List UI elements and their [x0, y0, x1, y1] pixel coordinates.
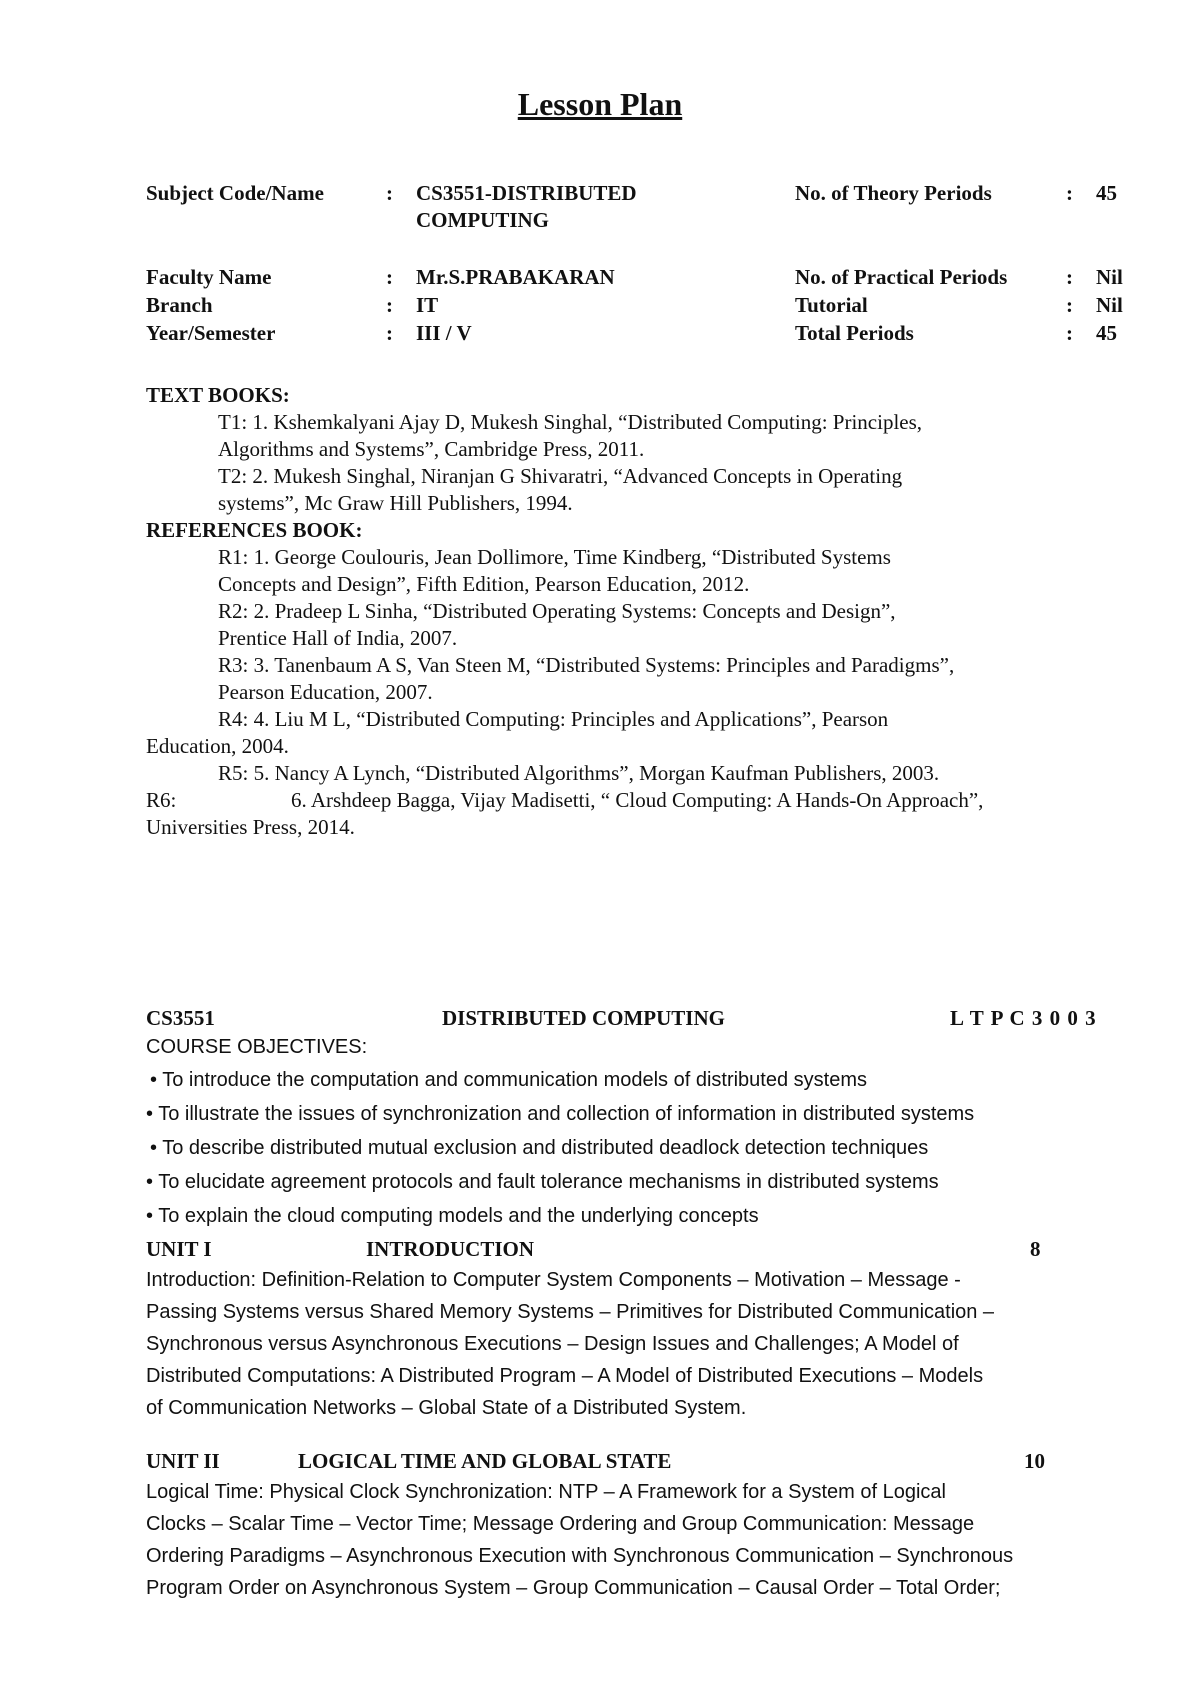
- practical-periods-value: Nil: [1096, 265, 1123, 289]
- textbook-t1-line2: Algorithms and Systems”, Cambridge Press, 2011.: [218, 437, 645, 461]
- unit-2-hours: 10: [1024, 1449, 1045, 1473]
- reference-r1-line1: R1: 1. George Coulouris, Jean Dollimore, Time Kindberg, “Distributed Systems: [218, 545, 891, 569]
- objective-item: • To explain the cloud computing models and the underlying concepts: [146, 1205, 759, 1227]
- year-semester-label: Year/Semester: [146, 321, 276, 345]
- unit-1-title: INTRODUCTION: [366, 1237, 535, 1261]
- faculty-label: Faculty Name: [146, 265, 272, 289]
- unit-2-title: LOGICAL TIME AND GLOBAL STATE: [298, 1449, 672, 1473]
- theory-periods-colon: :: [1066, 181, 1073, 205]
- textbook-t2-line1: T2: 2. Mukesh Singhal, Niranjan G Shivaratri, “Advanced Concepts in Operating: [218, 464, 903, 488]
- textbooks-heading: TEXT BOOKS:: [146, 383, 290, 407]
- unit-2-label: UNIT II: [146, 1449, 220, 1473]
- objective-item: • To elucidate agreement protocols and fault tolerance mechanisms in distributed systems: [146, 1171, 939, 1193]
- textbook-t1-line1: T1: 1. Kshemkalyani Ajay D, Mukesh Singhal, “Distributed Computing: Principles,: [218, 410, 923, 434]
- practical-periods-colon: :: [1066, 265, 1073, 289]
- reference-r4-line1: R4: 4. Liu M L, “Distributed Computing: Principles and Applications”, Pearson: [218, 707, 889, 731]
- tutorial-colon: :: [1066, 293, 1073, 317]
- total-periods-label: Total Periods: [795, 321, 914, 345]
- practical-periods-label: No. of Practical Periods: [795, 265, 1008, 289]
- unit-1-text-line: Synchronous versus Asynchronous Executions – Design Issues and Challenges; A Model of: [146, 1333, 959, 1355]
- unit-2-text-line: Ordering Paradigms – Asynchronous Execution with Synchronous Communication – Synchronous: [146, 1545, 1014, 1567]
- reference-r3-line1: R3: 3. Tanenbaum A S, Van Steen M, “Distributed Systems: Principles and Paradigms”,: [218, 653, 955, 677]
- objective-item: • To describe distributed mutual exclusion and distributed deadlock detection techniques: [150, 1137, 929, 1159]
- objective-item: • To illustrate the issues of synchronization and collection of information in distributed systems: [146, 1103, 975, 1125]
- reference-r6-line2: Universities Press, 2014.: [146, 815, 355, 839]
- unit-2-text-line: Program Order on Asynchronous System – Group Communication – Causal Order – Total Order;: [146, 1577, 1001, 1599]
- reference-r2-line2: Prentice Hall of India, 2007.: [218, 626, 458, 650]
- unit-1-text-line: Distributed Computations: A Distributed Program – A Model of Distributed Executions – Models: [146, 1365, 984, 1387]
- subject-label: Subject Code/Name: [146, 181, 324, 205]
- branch-value: IT: [416, 293, 439, 317]
- unit-1-text-line: Passing Systems versus Shared Memory Systems – Primitives for Distributed Communication –: [146, 1301, 995, 1323]
- reference-r1-line2: Concepts and Design”, Fifth Edition, Pearson Education, 2012.: [218, 572, 750, 596]
- total-periods-colon: :: [1066, 321, 1073, 345]
- faculty-colon: :: [386, 265, 393, 289]
- unit-1-text-line: Introduction: Definition-Relation to Computer System Components – Motivation – Message -: [146, 1269, 961, 1291]
- subject-value-line2: COMPUTING: [416, 208, 549, 232]
- objective-item: • To introduce the computation and communication models of distributed systems: [150, 1069, 868, 1091]
- reference-r6-line1: 6. Arshdeep Bagga, Vijay Madisetti, “ Cloud Computing: A Hands-On Approach”,: [291, 788, 984, 812]
- course-name: DISTRIBUTED COMPUTING: [442, 1006, 725, 1030]
- tutorial-label: Tutorial: [795, 293, 868, 317]
- year-semester-colon: :: [386, 321, 393, 345]
- course-objectives-heading: COURSE OBJECTIVES:: [146, 1036, 368, 1058]
- reference-r6-label: R6:: [146, 788, 177, 812]
- unit-2-text-line: Clocks – Scalar Time – Vector Time; Message Ordering and Group Communication: Message: [146, 1513, 975, 1535]
- unit-1-hours: 8: [1030, 1237, 1041, 1261]
- subject-colon: :: [386, 181, 393, 205]
- reference-r4-line2: Education, 2004.: [146, 734, 289, 758]
- theory-periods-label: No. of Theory Periods: [795, 181, 992, 205]
- course-ltpc: L T P C 3 0 0 3: [950, 1006, 1097, 1030]
- reference-r5-line1: R5: 5. Nancy A Lynch, “Distributed Algorithms”, Morgan Kaufman Publishers, 2003.: [218, 761, 940, 785]
- year-semester-value: III / V: [416, 321, 472, 345]
- course-code: CS3551: [146, 1006, 215, 1030]
- page-title: Lesson Plan: [517, 86, 683, 122]
- faculty-value: Mr.S.PRABAKARAN: [416, 265, 615, 289]
- unit-2-text-line: Logical Time: Physical Clock Synchronization: NTP – A Framework for a System of Logical: [146, 1481, 946, 1503]
- total-periods-value: 45: [1096, 321, 1117, 345]
- subject-value-line1: CS3551-DISTRIBUTED: [416, 181, 637, 205]
- unit-1-text-line: of Communication Networks – Global State of a Distributed System.: [146, 1397, 747, 1419]
- reference-r3-line2: Pearson Education, 2007.: [218, 680, 433, 704]
- unit-1-label: UNIT I: [146, 1237, 212, 1261]
- textbook-t2-line2: systems”, Mc Graw Hill Publishers, 1994.: [218, 491, 573, 515]
- reference-r2-line1: R2: 2. Pradeep L Sinha, “Distributed Operating Systems: Concepts and Design”,: [218, 599, 896, 623]
- references-heading: REFERENCES BOOK:: [146, 518, 363, 542]
- branch-colon: :: [386, 293, 393, 317]
- branch-label: Branch: [146, 293, 213, 317]
- theory-periods-value: 45: [1096, 181, 1117, 205]
- tutorial-value: Nil: [1096, 293, 1123, 317]
